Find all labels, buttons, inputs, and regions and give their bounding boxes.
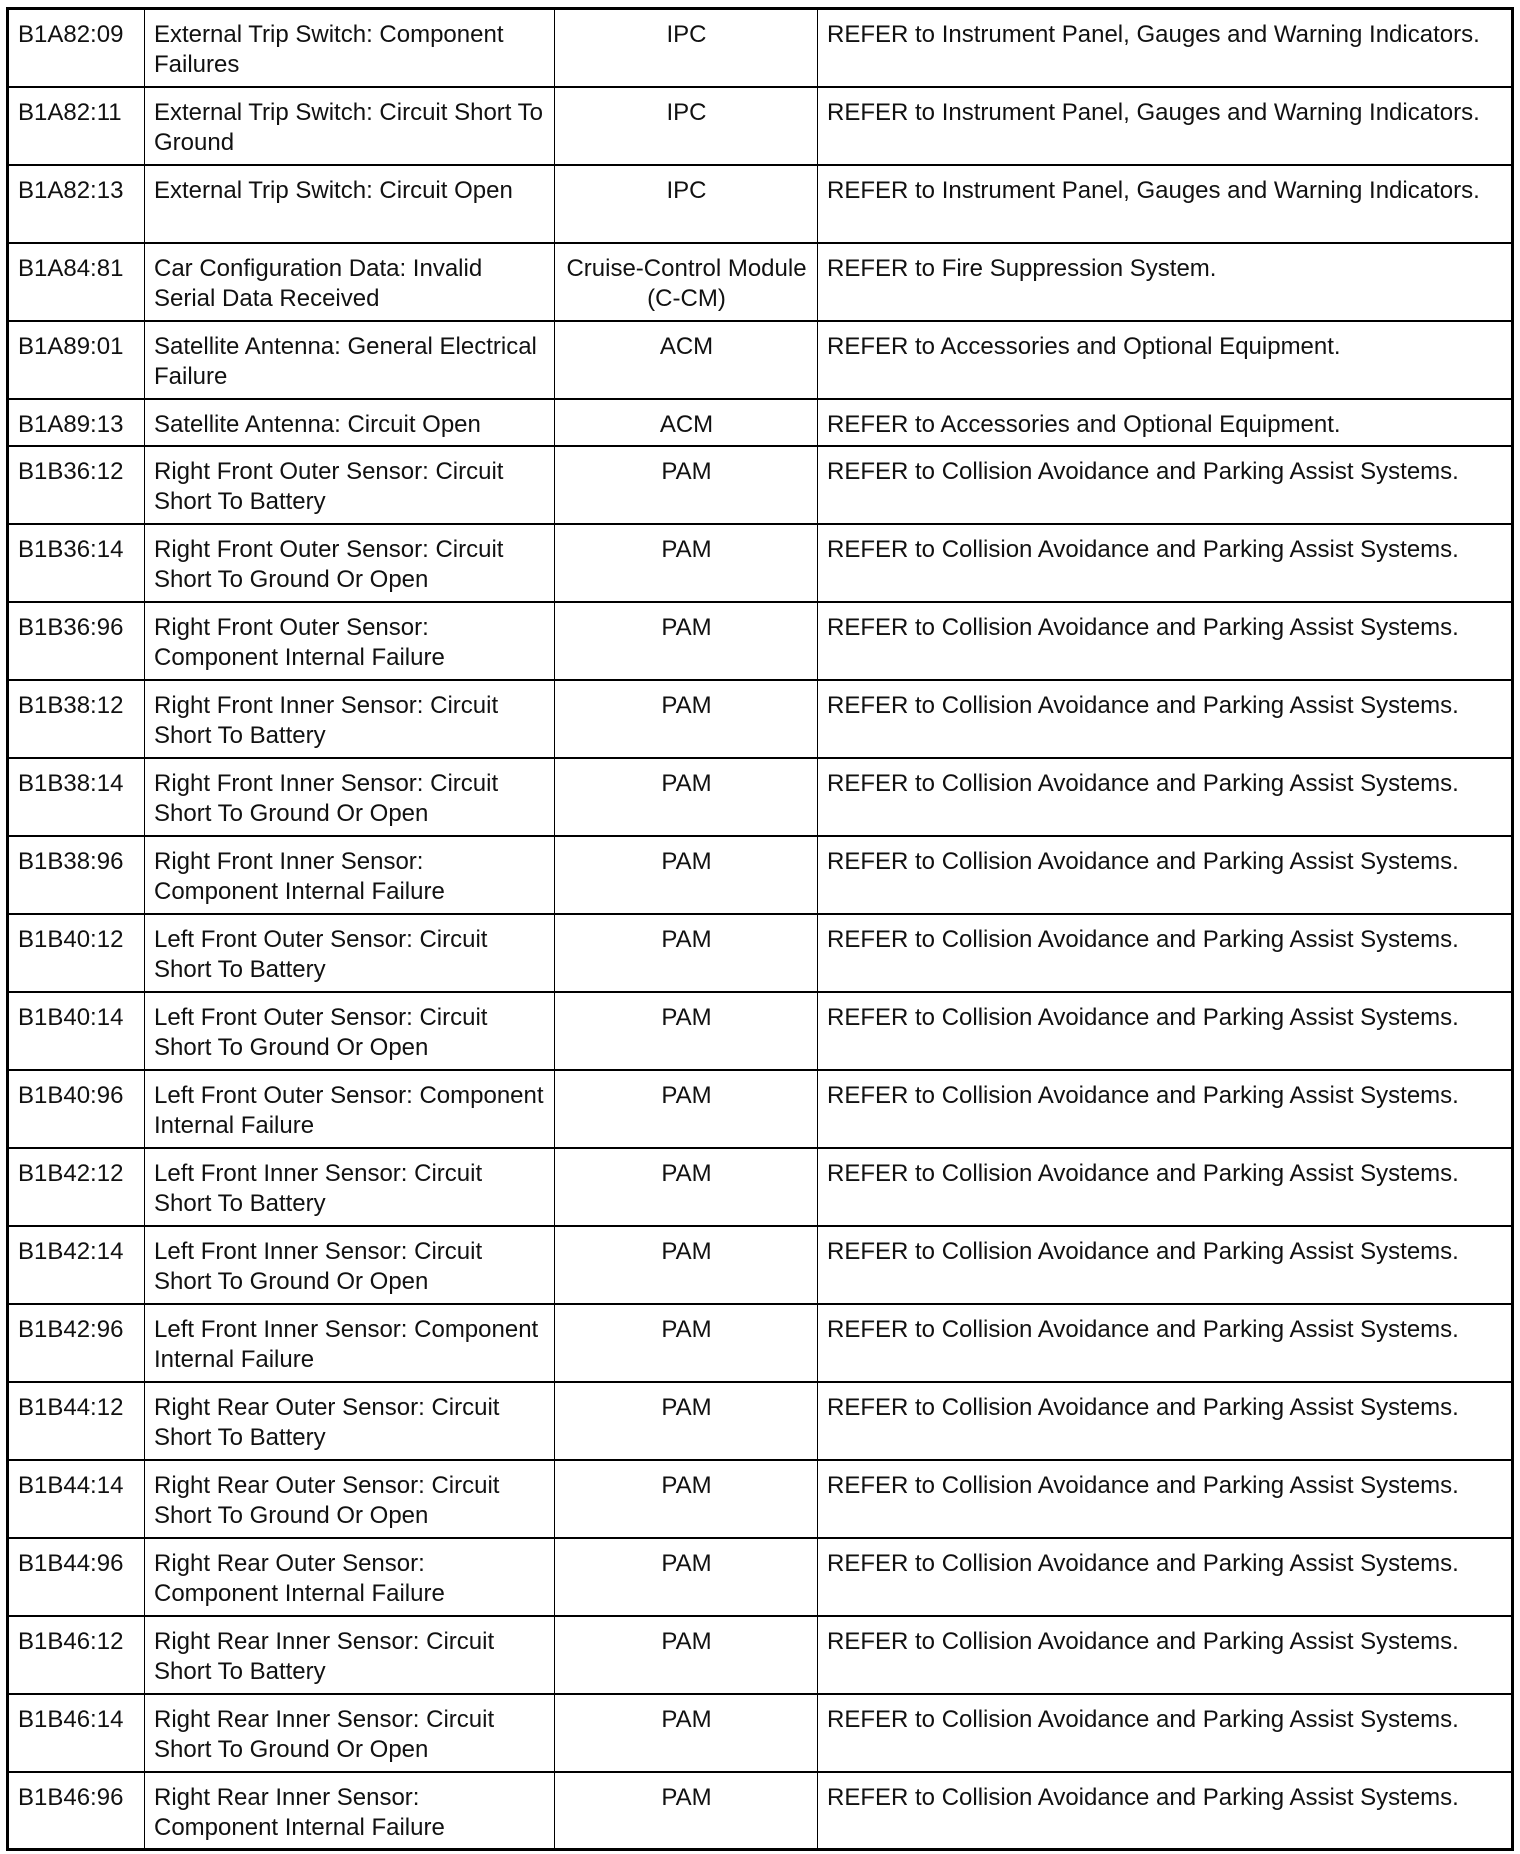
table-row: [8, 9, 1513, 87]
action-text: REFER to Instrument Panel, Gauges and Warning Indicators.: [818, 165, 1513, 243]
action-text: REFER to Collision Avoidance and Parking Assist Systems.: [818, 1148, 1513, 1226]
action-text: REFER to Collision Avoidance and Parking Assist Systems.: [818, 524, 1513, 602]
dtc-description: Car Configuration Data: Invalid Serial Data Received: [145, 243, 555, 321]
table-row: [8, 165, 1513, 243]
module-name: Cruise-Control Module (C-CM): [555, 243, 818, 321]
module-name: PAM: [555, 602, 818, 680]
module-name: IPC: [555, 165, 818, 243]
dtc-code: B1B38:14: [8, 758, 145, 836]
dtc-description: Left Front Outer Sensor: Circuit Short To Ground Or Open: [145, 992, 555, 1070]
dtc-code: B1B36:96: [8, 602, 145, 680]
module-name: PAM: [555, 1226, 818, 1304]
module-name: ACM: [555, 321, 818, 399]
dtc-description: Right Front Outer Sensor: Component Internal Failure: [145, 602, 555, 680]
action-text: REFER to Collision Avoidance and Parking Assist Systems.: [818, 1616, 1513, 1694]
dtc-code: B1B46:12: [8, 1616, 145, 1694]
table-row: [8, 602, 1513, 680]
dtc-code: B1B40:12: [8, 914, 145, 992]
table-row: [8, 1226, 1513, 1304]
dtc-code: B1B44:12: [8, 1382, 145, 1460]
module-name: PAM: [555, 836, 818, 914]
dtc-description: Left Front Inner Sensor: Component Internal Failure: [145, 1304, 555, 1382]
action-text: REFER to Collision Avoidance and Parking Assist Systems.: [818, 758, 1513, 836]
dtc-description: External Trip Switch: Component Failures: [145, 9, 555, 87]
dtc-code: B1B40:14: [8, 992, 145, 1070]
dtc-code: B1B38:12: [8, 680, 145, 758]
dtc-description: Right Front Inner Sensor: Circuit Short To Battery: [145, 680, 555, 758]
table-row: [8, 836, 1513, 914]
dtc-description: Right Front Outer Sensor: Circuit Short To Battery: [145, 446, 555, 524]
table-row: [8, 321, 1513, 399]
action-text: REFER to Collision Avoidance and Parking Assist Systems.: [818, 1070, 1513, 1148]
action-text: REFER to Collision Avoidance and Parking Assist Systems.: [818, 1538, 1513, 1616]
action-text: REFER to Collision Avoidance and Parking Assist Systems.: [818, 992, 1513, 1070]
table-row: [8, 1382, 1513, 1460]
action-text: REFER to Collision Avoidance and Parking Assist Systems.: [818, 1304, 1513, 1382]
dtc-description: Left Front Outer Sensor: Component Internal Failure: [145, 1070, 555, 1148]
dtc-code: B1A82:09: [8, 9, 145, 87]
action-text: REFER to Collision Avoidance and Parking Assist Systems.: [818, 914, 1513, 992]
dtc-description: Right Rear Outer Sensor: Component Internal Failure: [145, 1538, 555, 1616]
module-name: IPC: [555, 9, 818, 87]
action-text: REFER to Collision Avoidance and Parking Assist Systems.: [818, 836, 1513, 914]
dtc-code: B1A84:81: [8, 243, 145, 321]
dtc-code: B1A82:11: [8, 87, 145, 165]
action-text: REFER to Collision Avoidance and Parking Assist Systems.: [818, 1382, 1513, 1460]
table-row: [8, 1694, 1513, 1772]
module-name: ACM: [555, 399, 818, 446]
table-row: [8, 1460, 1513, 1538]
action-text: REFER to Collision Avoidance and Parking Assist Systems.: [818, 446, 1513, 524]
dtc-description: Satellite Antenna: Circuit Open: [145, 399, 555, 446]
dtc-description: Right Rear Inner Sensor: Circuit Short To Battery: [145, 1616, 555, 1694]
module-name: IPC: [555, 87, 818, 165]
dtc-description: Left Front Inner Sensor: Circuit Short To Ground Or Open: [145, 1226, 555, 1304]
module-name: PAM: [555, 524, 818, 602]
dtc-code: B1B42:96: [8, 1304, 145, 1382]
dtc-description: External Trip Switch: Circuit Open: [145, 165, 555, 243]
dtc-description: Left Front Inner Sensor: Circuit Short To Battery: [145, 1148, 555, 1226]
module-name: PAM: [555, 1616, 818, 1694]
dtc-description: External Trip Switch: Circuit Short To Ground: [145, 87, 555, 165]
action-text: REFER to Accessories and Optional Equipment.: [818, 399, 1513, 446]
dtc-code: B1B38:96: [8, 836, 145, 914]
dtc-code: B1A82:13: [8, 165, 145, 243]
dtc-description: Right Front Outer Sensor: Circuit Short To Ground Or Open: [145, 524, 555, 602]
table-row: [8, 1148, 1513, 1226]
module-name: PAM: [555, 992, 818, 1070]
dtc-table: [6, 7, 1514, 1851]
dtc-description: Right Front Inner Sensor: Component Internal Failure: [145, 836, 555, 914]
table-row: [8, 524, 1513, 602]
dtc-code: B1B44:96: [8, 1538, 145, 1616]
dtc-table-body: [8, 9, 1513, 1850]
dtc-code: B1B42:12: [8, 1148, 145, 1226]
module-name: PAM: [555, 1460, 818, 1538]
dtc-description: Right Rear Outer Sensor: Circuit Short To Battery: [145, 1382, 555, 1460]
dtc-description: Right Rear Inner Sensor: Component Internal Failure: [145, 1772, 555, 1850]
module-name: PAM: [555, 758, 818, 836]
table-row: [8, 87, 1513, 165]
table-row: [8, 914, 1513, 992]
action-text: REFER to Accessories and Optional Equipment.: [818, 321, 1513, 399]
table-row: [8, 1538, 1513, 1616]
dtc-code: B1B40:96: [8, 1070, 145, 1148]
dtc-description: Right Rear Outer Sensor: Circuit Short To Ground Or Open: [145, 1460, 555, 1538]
module-name: PAM: [555, 914, 818, 992]
dtc-code: B1A89:01: [8, 321, 145, 399]
module-name: PAM: [555, 1070, 818, 1148]
action-text: REFER to Collision Avoidance and Parking Assist Systems.: [818, 1226, 1513, 1304]
table-row: [8, 399, 1513, 446]
dtc-description: Left Front Outer Sensor: Circuit Short To Battery: [145, 914, 555, 992]
action-text: REFER to Fire Suppression System.: [818, 243, 1513, 321]
module-name: PAM: [555, 1382, 818, 1460]
action-text: REFER to Collision Avoidance and Parking Assist Systems.: [818, 680, 1513, 758]
table-row: [8, 1070, 1513, 1148]
table-row: [8, 680, 1513, 758]
module-name: PAM: [555, 1148, 818, 1226]
table-row: [8, 446, 1513, 524]
dtc-description: Right Front Inner Sensor: Circuit Short To Ground Or Open: [145, 758, 555, 836]
dtc-code: B1A89:13: [8, 399, 145, 446]
table-row: [8, 1616, 1513, 1694]
action-text: REFER to Instrument Panel, Gauges and Warning Indicators.: [818, 87, 1513, 165]
dtc-code: B1B42:14: [8, 1226, 145, 1304]
module-name: PAM: [555, 1694, 818, 1772]
table-row: [8, 1304, 1513, 1382]
dtc-code: B1B46:96: [8, 1772, 145, 1850]
dtc-code: B1B36:14: [8, 524, 145, 602]
module-name: PAM: [555, 680, 818, 758]
module-name: PAM: [555, 1304, 818, 1382]
dtc-code: B1B46:14: [8, 1694, 145, 1772]
module-name: PAM: [555, 1772, 818, 1850]
module-name: PAM: [555, 1538, 818, 1616]
action-text: REFER to Collision Avoidance and Parking Assist Systems.: [818, 1772, 1513, 1850]
dtc-description: Right Rear Inner Sensor: Circuit Short To Ground Or Open: [145, 1694, 555, 1772]
action-text: REFER to Collision Avoidance and Parking Assist Systems.: [818, 1460, 1513, 1538]
table-row: [8, 992, 1513, 1070]
dtc-code: B1B36:12: [8, 446, 145, 524]
action-text: REFER to Collision Avoidance and Parking Assist Systems.: [818, 602, 1513, 680]
action-text: REFER to Instrument Panel, Gauges and Warning Indicators.: [818, 9, 1513, 87]
table-row: [8, 243, 1513, 321]
dtc-description: Satellite Antenna: General Electrical Failure: [145, 321, 555, 399]
table-row: [8, 1772, 1513, 1850]
module-name: PAM: [555, 446, 818, 524]
action-text: REFER to Collision Avoidance and Parking Assist Systems.: [818, 1694, 1513, 1772]
dtc-code: B1B44:14: [8, 1460, 145, 1538]
table-row: [8, 758, 1513, 836]
